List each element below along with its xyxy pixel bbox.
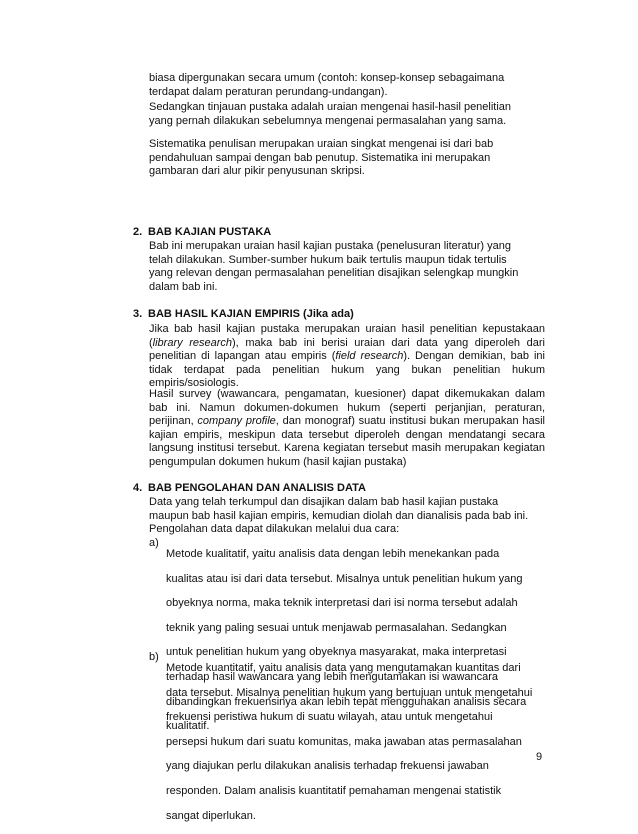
line: Sedangkan tinjauan pustaka adalah uraian mengenai hasil-hasil penelitian [149, 101, 512, 113]
line: kualitas atau isi dari data tersebut. Misalnya untuk penelitian hukum yang [166, 572, 523, 585]
section-3-paragraph-2 [149, 388, 545, 470]
intro-paragraph-2 [149, 101, 545, 128]
text: Hasil survey (wawancara, pengamatan, kuesioner) dapat dikemukakan dalam bab ini. Namun dokumen-dokumen hukum (seperti perjanjian, peraturan, perijinan, [149, 388, 545, 428]
page-number: 9 [536, 751, 543, 763]
italic-term: library research [152, 336, 233, 349]
text: ), maka bab ini berisi uraian dari data yang diperoleh dari penelitian di lapangan atau empiris ( [149, 336, 545, 363]
section-number: 2. [133, 226, 143, 238]
intro-paragraph-1 [149, 72, 545, 99]
list-label: a) [149, 537, 159, 549]
list-label: b) [149, 651, 159, 663]
line: Bab ini merupakan uraian hasil kajian pustaka (penelusuran literatur) yang [149, 240, 511, 252]
section-heading-4 [133, 482, 366, 496]
line: dibandingkan frekuensinya akan lebih tepat menggunakan analisis secara [166, 695, 527, 708]
section-heading-3 [133, 308, 354, 322]
section-heading-2 [133, 226, 271, 240]
text: Jika bab hasil kajian pustaka merupakan uraian hasil penelitian kepustakaan ( [149, 323, 545, 349]
line: Sistematika penulisan merupakan uraian singkat mengenai isi dari bab [149, 138, 494, 150]
line: teknik yang paling sesuai untuk menjawab permasalahan. Sedangkan [166, 621, 507, 634]
line: biasa dipergunakan secara umum (contoh: konsep-konsep sebagaimana [149, 72, 505, 84]
intro-paragraph-3 [149, 138, 545, 179]
line: kualitatif. [166, 720, 210, 733]
line: sangat diperlukan. [166, 809, 256, 822]
line: telah dilakukan. Sumber-sumber hukum baik tertulis maupun tidak tertulis [149, 253, 507, 266]
line: maupun bab hasil kajian empiris, kemudian diolah dan dianalisis pada bab ini. [149, 509, 529, 522]
section-2-body [149, 240, 545, 294]
line: obyeknya norma, maka teknik interpretasi dari isi norma tersebut adalah [166, 597, 518, 610]
section-number: 4. [133, 482, 143, 494]
line: data tersebut. Misalnya penelitian hukum yang bertujuan untuk mengetahui [166, 686, 533, 699]
line: responden. Dalam analisis kuantitatif pemahaman mengenai statistik [166, 784, 502, 797]
section-title: BAB KAJIAN PUSTAKA [148, 226, 272, 238]
section-number: 3. [133, 308, 143, 320]
italic-term: field research [335, 350, 404, 363]
line: terdapat dalam peraturan perundang-undangan). [149, 85, 388, 98]
text: , dan monograf) suatu institusi bukan merupakan hasil kajian empiris, meskipun data tersebut diperoleh dengan mendatangi secara langsung institusi tersebut. Karena kegiatan tersebut masih merupakan kegiatan pengumpulan dokumen hukum (hasil kajian pustaka) [149, 415, 545, 468]
line: terhadap hasil wawancara yang lebih mengutamakan isi wawancara [166, 670, 499, 683]
line: pendahuluan sampai dengan bab penutup. Sistematika ini merupakan [149, 151, 491, 164]
line: Data yang telah terkumpul dan disajikan dalam bab hasil kajian pustaka [149, 496, 499, 508]
section-title-suffix: (Jika ada) [303, 308, 354, 320]
line: yang pernah dilakukan sebelumnya mengenai permasalahan yang sama. [149, 114, 507, 127]
line: untuk penelitian hukum yang obyeknya masyarakat, maka interpretasi [166, 646, 507, 659]
italic-term: company profile [197, 415, 276, 428]
section-4-intro [149, 496, 545, 537]
line: persepsi hukum dari suatu komunitas, maka jawaban atas permasalahan [166, 735, 522, 748]
line: yang relevan dengan permasalahan penelitian disajikan selengkap mungkin [149, 267, 519, 280]
line: frekuensi peristiwa hukum di suatu wilayah, atau untuk mengetahui [166, 711, 493, 724]
line: Metode kualitatif, yaitu analisis data dengan lebih menekankan pada [166, 548, 500, 560]
section-title: BAB PENGOLAHAN DAN ANALISIS DATA [148, 482, 366, 494]
text: ). Dengan demikian, bab ini tidak terdapat pada penelitian hukum yang bukan penelitian hukum empiris/sosiologis. [149, 350, 545, 390]
line: yang diajukan perlu dilakukan analisis terhadap frekuensi jawaban [166, 760, 489, 773]
list-item-b [149, 651, 545, 834]
line: Pengolahan data dapat dilakukan melalui dua cara: [149, 523, 400, 536]
section-3-paragraph-1 [149, 323, 545, 391]
line: gambaran dari alur pikir penyusunan skripsi. [149, 165, 365, 178]
section-title: BAB HASIL KAJIAN EMPIRIS [148, 308, 300, 320]
line: dalam bab ini. [149, 280, 218, 293]
line: Metode kuantitatif, yaitu analisis data yang mengutamakan kuantitas dari [166, 662, 521, 674]
